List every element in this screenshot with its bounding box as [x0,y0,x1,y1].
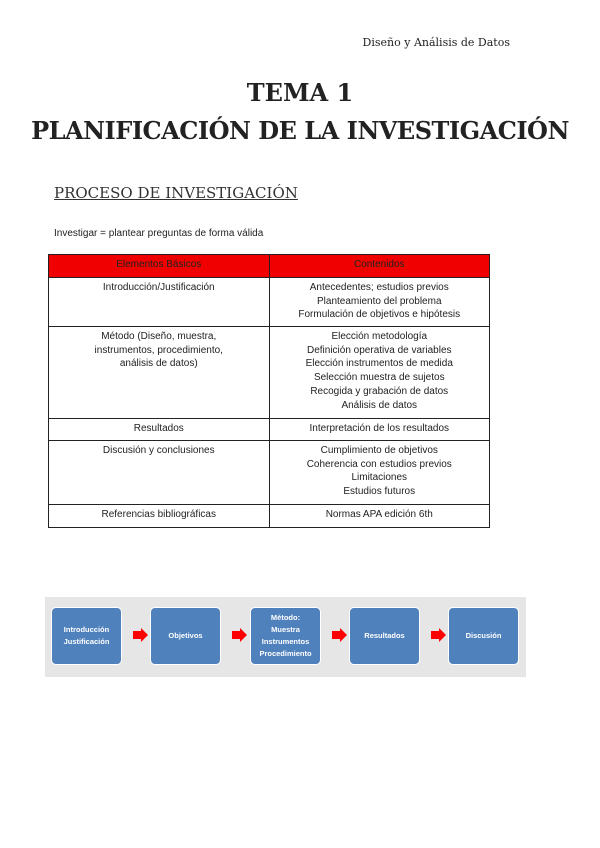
cell-line: Formulación de objetivos e hipótesis [298,309,461,321]
running-header: Diseño y Análisis de Datos [362,36,510,49]
cell-line: Antecedentes; estudios previos [309,282,449,293]
step-label: Objetivos [168,631,203,640]
cell-line: Limitaciones [351,472,408,484]
section-heading: PROCESO DE INVESTIGACIÓN [54,184,298,202]
cell-line: Introducción/Justificación [102,282,215,293]
step-label: Resultados [364,631,405,640]
cell-line: Recogida y grabación de datos [310,385,449,397]
cell-line: Interpretación de los resultados [309,423,450,434]
cell-line: Elección metodología [331,331,428,342]
process-step [448,607,519,665]
step-label: Introducción [63,625,110,634]
cell-line: Resultados [133,423,184,434]
element-cell [49,278,270,327]
element-cell [49,419,270,441]
table-row [49,419,490,441]
cell-line: Discusión y conclusiones [102,445,215,456]
cell-line: Cumplimiento de objetivos [320,445,438,456]
process-step [250,607,321,665]
element-cell [49,327,270,419]
elements-table [48,254,490,528]
element-cell [49,505,270,528]
process-step [150,607,221,665]
table-row [49,441,490,505]
cell-line: Normas APA edición 6th [325,509,433,520]
cell-line: análisis de datos) [119,358,198,370]
step-label: Justificación [63,637,110,646]
cell-line: Elección instrumentos de medida [305,358,453,370]
cell-line: Estudios futuros [343,486,416,498]
process-step [51,607,122,665]
intro-text: Investigar = plantear preguntas de forma válida [54,228,264,239]
table-row [49,327,490,419]
step-label: Muestra [271,625,300,634]
process-step [349,607,420,665]
step-label: Método: [270,613,301,622]
table-row [49,505,490,528]
step-label: Instrumentos [261,637,310,646]
cell-line: instrumentos, procedimiento, [94,344,223,356]
cell-line: Método (Diseño, muestra, [101,331,217,342]
step-label: Discusión [465,631,502,640]
cell-line: Coherencia con estudios previos [306,458,452,470]
contents-cell [269,441,490,505]
cell-line: Definición operativa de variables [306,344,452,356]
contents-cell [269,419,490,441]
step-label: Procedimiento [259,649,312,658]
subtitle: PLANIFICACIÓN DE LA INVESTIGACIÓN [31,116,569,145]
column-header: Contenidos [269,255,490,278]
contents-cell [269,505,490,528]
cell-line: Referencias bibliográficas [101,509,216,520]
cell-line: Análisis de datos [341,399,418,411]
contents-cell [269,278,490,327]
cell-line: Planteamiento del problema [316,295,442,307]
table-row [49,278,490,327]
cell-line: Selección muestra de sujetos [313,372,445,384]
contents-cell [269,327,490,419]
title: TEMA 1 [246,78,354,107]
element-cell [49,441,270,505]
column-header: Elementos Básicos [49,255,270,278]
process-diagram [45,597,526,677]
